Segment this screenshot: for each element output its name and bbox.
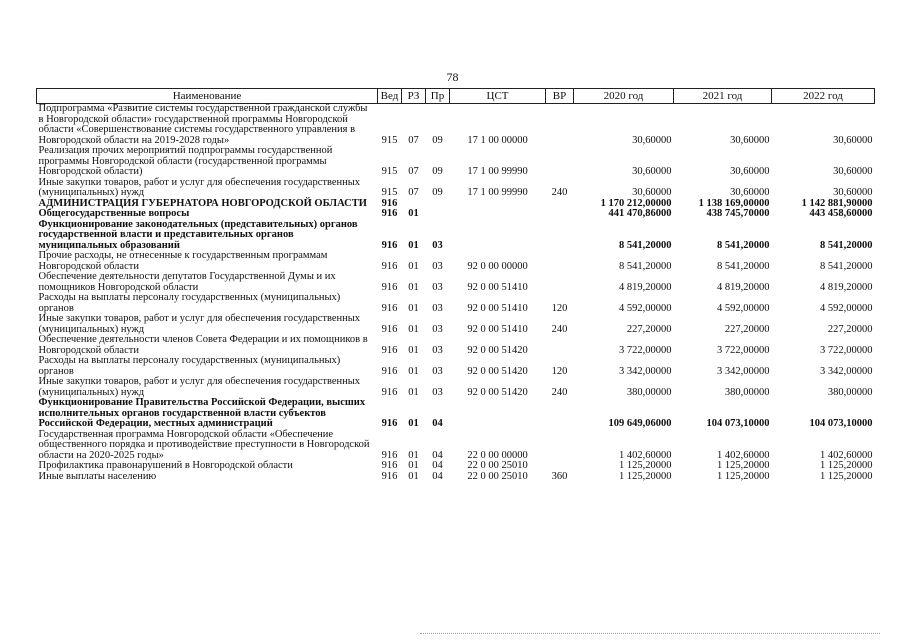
cell-pr: 04	[432, 449, 443, 461]
cell-2020: 227,20000	[626, 323, 672, 335]
cell-name: Расходы на выплаты персоналу государственных (муниципальных) органов	[38, 355, 341, 377]
cell-2022: 3 722,00000	[820, 344, 873, 356]
cell-2021: 30,60000	[730, 134, 770, 146]
cell-cst: 92 0 00 51410	[467, 323, 528, 335]
cell-rz: 07	[408, 166, 419, 177]
cell-name: Иные закупки товаров, работ и услуг для обеспечения государственных (муниципальных) нужд	[38, 376, 361, 398]
cell-vr	[546, 199, 574, 210]
cell-2022: 1 142 881,90000	[801, 197, 873, 209]
cell-2020: 8 541,20000	[619, 260, 672, 272]
cell-rz: 07	[408, 187, 419, 198]
cell-2021: 8 541,20000	[717, 260, 770, 272]
cell-pr: 04	[432, 470, 443, 482]
cell-2022: 3 342,00000	[820, 365, 873, 377]
cell-rz: 01	[408, 260, 419, 272]
table-row	[37, 220, 875, 252]
cell-name: Государственная программа Новгородской области «Обеспечение общественного порядка и противодействие преступности в Новгородской области на 2020-2025 годы»	[38, 428, 370, 461]
cell-pr: 03	[432, 386, 443, 398]
cell-rz: 01	[408, 208, 419, 219]
cell-2022: 443 458,60000	[809, 208, 873, 219]
cell-2020: 1 125,20000	[619, 470, 672, 482]
cell-pr: 03	[432, 323, 443, 335]
cell-name: Реализация прочих мероприятий подпрограммы государственной программы Новгородской области (государственной программы Новгородской области)	[38, 145, 333, 177]
cell-rz: 01	[408, 470, 419, 482]
cell-cst	[450, 209, 546, 220]
cell-pr: 09	[432, 187, 443, 198]
table-row	[37, 251, 875, 272]
cell-2021: 227,20000	[724, 323, 770, 335]
cell-ved: 916	[381, 386, 398, 398]
cell-ved: 916	[381, 418, 398, 429]
header-rz: РЗ	[402, 89, 426, 104]
table-row	[37, 314, 875, 335]
cell-2020: 8 541,20000	[619, 239, 672, 251]
cell-ved: 916	[381, 208, 398, 219]
cell-cst: 17 1 00 99990	[467, 166, 528, 177]
cell-2020: 441 470,86000	[608, 208, 672, 219]
cell-pr	[426, 209, 450, 220]
cell-2020: 1 402,60000	[619, 449, 672, 461]
cell-ved: 916	[381, 239, 398, 251]
cell-rz: 01	[408, 386, 419, 398]
cell-2021: 438 745,70000	[706, 208, 770, 219]
cell-2021: 1 125,20000	[717, 460, 770, 471]
cell-ved: 916	[381, 470, 398, 482]
cell-name: Подпрограмма «Развитие системы государственной гражданской службы в Новгородской области» государственной программы Новгородской области «Совершенствование системы государственного управления в Новгородской области на 2019-2028 годы»	[38, 103, 368, 146]
cell-2021: 4 819,20000	[717, 281, 770, 293]
cell-ved: 916	[381, 344, 398, 356]
cell-2022: 30,60000	[833, 187, 873, 198]
cell-ved: 916	[381, 449, 398, 461]
header-cst: ЦСТ	[450, 89, 546, 104]
cell-vr: 240	[551, 187, 568, 198]
header-2022: 2022 год	[772, 89, 875, 104]
cell-2020: 109 649,06000	[608, 418, 672, 429]
cell-2020: 380,00000	[626, 386, 672, 398]
cell-name: Обеспечение деятельности депутатов Государственной Думы и их помощников Новгородской области	[38, 271, 336, 293]
header-name: Наименование	[37, 89, 378, 104]
header-ved: Вед	[378, 89, 402, 104]
cell-2022: 380,00000	[827, 386, 873, 398]
cell-2021: 3 342,00000	[717, 365, 770, 377]
cell-rz: 01	[408, 323, 419, 335]
table-row	[37, 398, 875, 430]
cell-pr: 03	[432, 281, 443, 293]
header-2020: 2020 год	[574, 89, 674, 104]
cell-2020: 4 819,20000	[619, 281, 672, 293]
cell-name: Функционирование законодательных (представительных) органов государственной власти и представительных органов муниципальных образований	[38, 218, 358, 251]
table-row	[37, 146, 875, 178]
cell-ved: 915	[381, 187, 398, 198]
cell-vr: 120	[551, 302, 568, 314]
cell-2021: 30,60000	[730, 166, 770, 177]
cell-rz: 01	[408, 449, 419, 461]
cell-cst: 92 0 00 51410	[467, 281, 528, 293]
cell-2022: 4 819,20000	[820, 281, 873, 293]
cell-vr: 240	[551, 323, 568, 335]
cell-2022: 4 592,00000	[820, 302, 873, 314]
cell-name: Прочие расходы, не отнесенные к государственным программам Новгородской области	[38, 250, 328, 272]
cell-2022: 1 125,20000	[820, 470, 873, 482]
cell-cst: 92 0 00 00000	[467, 260, 528, 272]
cell-vr	[546, 146, 574, 178]
cell-2020: 4 592,00000	[619, 302, 672, 314]
cell-pr: 04	[432, 460, 443, 471]
cell-vr	[546, 430, 574, 462]
cell-ved: 916	[381, 460, 398, 471]
cell-2021: 1 402,60000	[717, 449, 770, 461]
table-row	[37, 178, 875, 199]
cell-pr: 09	[432, 134, 443, 146]
cell-vr	[546, 220, 574, 252]
cell-2022: 30,60000	[833, 166, 873, 177]
cell-2021: 104 073,10000	[706, 418, 770, 429]
cell-2022: 104 073,10000	[809, 418, 873, 429]
cell-cst: 22 0 00 25010	[467, 460, 528, 471]
cell-cst: 92 0 00 51420	[467, 344, 528, 356]
cell-2022: 8 541,20000	[820, 239, 873, 251]
cell-rz: 01	[408, 239, 419, 251]
cell-vr	[546, 461, 574, 472]
header-vr: ВР	[546, 89, 574, 104]
cell-pr: 09	[432, 166, 443, 177]
cell-rz: 01	[408, 460, 419, 471]
cell-2021: 30,60000	[730, 187, 770, 198]
table-row	[37, 356, 875, 377]
cell-2021: 8 541,20000	[717, 239, 770, 251]
cell-pr: 03	[432, 365, 443, 377]
cell-name: Иные выплаты населению	[38, 470, 157, 482]
table-row	[37, 472, 875, 483]
cell-2021: 1 125,20000	[717, 470, 770, 482]
cell-vr	[546, 104, 574, 147]
cell-pr	[426, 199, 450, 210]
cell-2021: 3 722,00000	[717, 344, 770, 356]
cell-2022: 30,60000	[833, 134, 873, 146]
cell-ved: 916	[381, 281, 398, 293]
cell-2020: 1 170 212,00000	[600, 197, 672, 209]
cell-2020: 30,60000	[632, 134, 672, 146]
cell-ved: 915	[381, 166, 398, 177]
cell-pr: 03	[432, 344, 443, 356]
cell-pr: 04	[432, 418, 443, 429]
cell-rz: 01	[408, 365, 419, 377]
cell-name: Профилактика правонарушений в Новгородской области	[38, 460, 293, 471]
cell-vr: 240	[551, 386, 568, 398]
cell-rz: 01	[408, 302, 419, 314]
cell-name: Иные закупки товаров, работ и услуг для обеспечения государственных (муниципальных) нужд	[38, 313, 361, 335]
cell-pr: 03	[432, 260, 443, 272]
cell-pr: 03	[432, 302, 443, 314]
cell-name: АДМИНИСТРАЦИЯ ГУБЕРНАТОРА НОВГОРОДСКОЙ ОБЛАСТИ	[38, 197, 367, 209]
cell-rz: 01	[408, 281, 419, 293]
cell-2022: 1 125,20000	[820, 460, 873, 471]
cell-2021: 1 138 169,00000	[698, 197, 770, 209]
cell-ved: 916	[381, 197, 398, 209]
cell-ved: 915	[381, 134, 398, 146]
cell-2022: 227,20000	[827, 323, 873, 335]
cell-ved: 916	[381, 323, 398, 335]
table-row	[37, 377, 875, 398]
cell-2021: 4 592,00000	[717, 302, 770, 314]
table-row	[37, 430, 875, 462]
cell-2022: 1 402,60000	[820, 449, 873, 461]
cell-cst: 17 1 00 00000	[467, 134, 528, 146]
table-row	[37, 335, 875, 356]
cell-ved: 916	[381, 260, 398, 272]
cell-cst: 92 0 00 51410	[467, 302, 528, 314]
cell-name: Функционирование Правительства Российской Федерации, высших исполнительных органов государственной власти субъектов Российской Федерации, местных администраций	[38, 397, 366, 429]
cell-ved: 916	[381, 302, 398, 314]
cell-2020: 3 722,00000	[619, 344, 672, 356]
cell-2020: 30,60000	[632, 187, 672, 198]
cell-ved: 916	[381, 365, 398, 377]
cell-2020: 30,60000	[632, 166, 672, 177]
table-row	[37, 209, 875, 220]
cell-2021: 380,00000	[724, 386, 770, 398]
cell-rz: 01	[408, 418, 419, 429]
table-header-row	[37, 89, 875, 104]
header-2021: 2021 год	[674, 89, 772, 104]
table-row	[37, 293, 875, 314]
cell-cst: 92 0 00 51420	[467, 386, 528, 398]
cell-2022: 8 541,20000	[820, 260, 873, 272]
cell-vr	[546, 209, 574, 220]
table-row	[37, 272, 875, 293]
cell-cst: 22 0 00 00000	[467, 449, 528, 461]
budget-table	[36, 88, 875, 482]
cell-name: Расходы на выплаты персоналу государственных (муниципальных) органов	[38, 292, 341, 314]
cell-pr: 03	[432, 239, 443, 251]
cell-2020: 3 342,00000	[619, 365, 672, 377]
cell-vr: 360	[551, 470, 568, 482]
cell-cst: 17 1 00 99990	[467, 187, 528, 198]
page-number: 78	[446, 70, 459, 84]
cell-cst: 22 0 00 25010	[467, 470, 528, 482]
cell-2020: 1 125,20000	[619, 460, 672, 471]
cell-cst	[450, 220, 546, 252]
cell-vr	[546, 272, 574, 293]
cell-name: Обеспечение деятельности членов Совета Федерации и их помощников в Новгородской области	[38, 334, 368, 356]
header-pr: Пр	[426, 89, 450, 104]
cell-vr: 120	[551, 365, 568, 377]
cell-rz: 01	[408, 344, 419, 356]
cell-vr	[546, 335, 574, 356]
cell-cst: 92 0 00 51420	[467, 365, 528, 377]
table-row	[37, 461, 875, 472]
cell-cst	[450, 199, 546, 210]
page-bottom-dots	[420, 633, 880, 634]
cell-rz: 07	[408, 134, 419, 146]
cell-cst	[450, 398, 546, 430]
cell-vr	[546, 398, 574, 430]
cell-vr	[546, 251, 574, 272]
table-row	[37, 104, 875, 147]
cell-name: Иные закупки товаров, работ и услуг для обеспечения государственных (муниципальных) нужд	[38, 176, 361, 198]
cell-name: Общегосударственные вопросы	[38, 208, 190, 219]
